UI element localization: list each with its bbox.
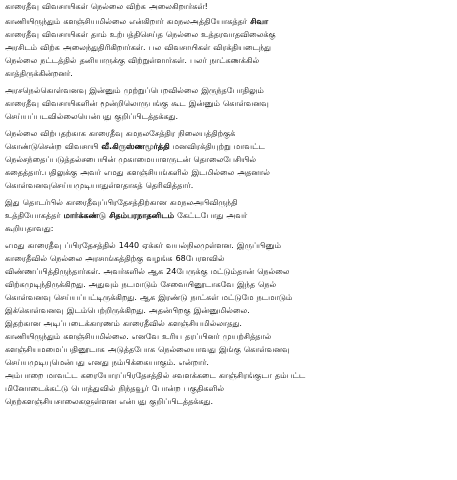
text-line	[5, 317, 451, 330]
text-line	[5, 369, 451, 382]
text-segment: காரைதீவு விவசாயிகள் தாம் உற்பத்திசெய்த நெல்லை உத்தரவாதவிலைக்கு	[5, 30, 276, 39]
text-line	[5, 0, 451, 13]
text-segment: எமது காரைதீவு ப்பிரதேசத்தில் 1440 ஏக்கர் வயல்நிலமுள்ளன. இருப்பினும்	[5, 241, 282, 250]
text-segment: கேட்டபோது அவர்	[174, 211, 248, 220]
text-line	[5, 395, 451, 408]
text-segment: நெல்சந்தைப்படுத்தல்சபையின் முகாமையாளருடன் தொலைபேசியில்	[5, 155, 257, 164]
text-segment: இதற்கான அடிப்படைக்காரணம் காரைதீவில் களஞ்சியமில்லாதது.	[5, 319, 242, 328]
text-line	[5, 41, 451, 54]
text-segment: கொள்வனவுசெய்யமுடியாதுள்ளதாகத் தெரிவித்தார்.	[5, 181, 194, 190]
text-line	[5, 304, 451, 317]
text-segment: காத்திருக்கின்றனர்.	[5, 69, 73, 78]
text-segment: விண்ணப்பித்திருந்தார்கள். அவர்களில் ஆக 24பேருக்கு மட்டும்தான் நெல்லை	[5, 267, 290, 276]
paragraph	[5, 127, 451, 192]
text-segment: காணியிருந்தும் களஞ்சியமில்லை என்கிறார் கமநலஅத்தியோகத்தர்	[5, 17, 251, 26]
person-name: வீ.கிருஸ்ணமூர்த்தி	[101, 142, 170, 151]
text-line	[5, 343, 451, 356]
text-line	[5, 140, 451, 153]
text-line	[5, 97, 451, 110]
text-line	[5, 278, 451, 291]
text-line	[5, 127, 451, 140]
paragraph	[5, 239, 451, 408]
text-segment: நெற்களஞ்சியசாலைகளுள்ளன என்பது குறிப்பிடத்தக்கது.	[5, 397, 213, 406]
text-line	[5, 196, 451, 209]
text-segment: காணியிருந்தும் களஞ்சியமில்லை. எனவே உரிய தரப்பினர் முயற்சித்தால்	[5, 332, 272, 341]
text-segment: கொண்டுசென்ற விவசாயி	[5, 142, 102, 151]
text-segment: நெல்லை விற்பதற்காக காரைதீவு கமநலசேத்திர நிலையத்திற்குக்	[5, 129, 236, 138]
text-line	[5, 179, 451, 192]
text-line	[5, 356, 451, 369]
paragraph	[5, 84, 451, 123]
text-line	[5, 110, 451, 123]
text-segment: காரைதீவில் நெல்லை அரசாங்கத்திற்கு வழங்க 68பேரளவில்	[5, 254, 225, 263]
text-segment: அரசநெல்கொள்வனவு இன்னும் முற்றுப்பெறவில்லை இருந்தபோதிலும்	[5, 86, 264, 95]
text-segment: அம்பாறை மாவட்ட கரையோரப்பிரதேசத்தில் சவளக்கடை காஞ்சிரங்குடா தம்பட்ட	[5, 371, 306, 380]
text-line	[5, 28, 451, 41]
text-line	[5, 67, 451, 80]
text-line	[5, 84, 451, 97]
text-line	[5, 330, 451, 343]
text-line	[5, 54, 451, 67]
text-line	[5, 209, 451, 222]
text-segment: நெல்லை நட்டத்தில் தனியாருக்கு விற்றுள்ளார்கள். பலர் நாட்கணக்கில்	[5, 56, 260, 65]
text-line	[5, 15, 451, 28]
text-segment: அரசிடம் விற்க அலைந்துதிரிகிறார்கள். பல விவசாயிகள் விரக்தியடைந்து	[5, 43, 271, 52]
person-name: சிவா	[250, 17, 269, 26]
text-line	[5, 265, 451, 278]
text-segment: காரைதீவு விவசாயிகள் நெல்லை விற்க அலைகிறார்கள்!	[5, 2, 208, 11]
paragraph	[5, 196, 451, 235]
text-line	[5, 252, 451, 265]
text-segment: விற்கமுடிந்திருக்கிறது. அதுவும் நடமாடும் சேவையினூடாகவே இந்த நெல்	[5, 280, 277, 289]
text-line	[5, 291, 451, 304]
text-line	[5, 382, 451, 395]
text-segment: காரைதீவு விவசாயிகளின் மூன்றிலொருபங்கு கூட இன்னும் கொள்வனவு	[5, 99, 269, 108]
text-segment: மனவிரக்தியுற்று மாவட்ட	[169, 142, 265, 151]
paragraph	[5, 0, 451, 13]
person-name: மார்க்கண்டு சிதம்பரநாதனிடம்	[63, 211, 175, 220]
text-line	[5, 239, 451, 252]
text-segment: உத்தியோகத்தர்	[5, 211, 64, 220]
text-segment: இது தொடர்பில் காரைதீவுப்பிரதேசத்திற்கான கமநலஅபிவிருந்தி	[5, 198, 238, 207]
text-line	[5, 153, 451, 166]
text-segment: களஞ்சியமமைப்பதினூடாக அடுத்தபோக நெல்லையாவது இங்கு கொள்வனவு	[5, 345, 290, 354]
text-segment: மினோடைக்கட்டு பொத்துவில் நிந்தவூர் போன்ற பகுதிகளில்	[5, 384, 224, 393]
text-segment: கூறியதாவது:	[5, 224, 54, 233]
text-segment: செய்யமுடியுமென்பது எனது நம்பிக்கையாகும். என்றார்.	[5, 358, 209, 367]
text-segment: செய்யப்படவில்லையென்பது குறிப்பிடத்தக்கது.	[5, 112, 179, 121]
text-line	[5, 166, 451, 179]
text-segment: கொள்வனவு செய்யப்பட்டிருக்கிறது. ஆக இரண்டு நாட்கள் மட்டுமே நடமாடும்	[5, 293, 293, 302]
text-line	[5, 222, 451, 235]
text-segment: இக்கொள்வனவு இடம்பெற்றிருக்கிறது. அதன்பிறகு இன்னுமில்லை.	[5, 306, 250, 315]
text-segment: கதைத்தார்.பதிலுக்கு அவர் எமது களஞ்சியங்களில் இடமில்லை அதனால்	[5, 168, 270, 177]
paragraph	[5, 15, 451, 80]
